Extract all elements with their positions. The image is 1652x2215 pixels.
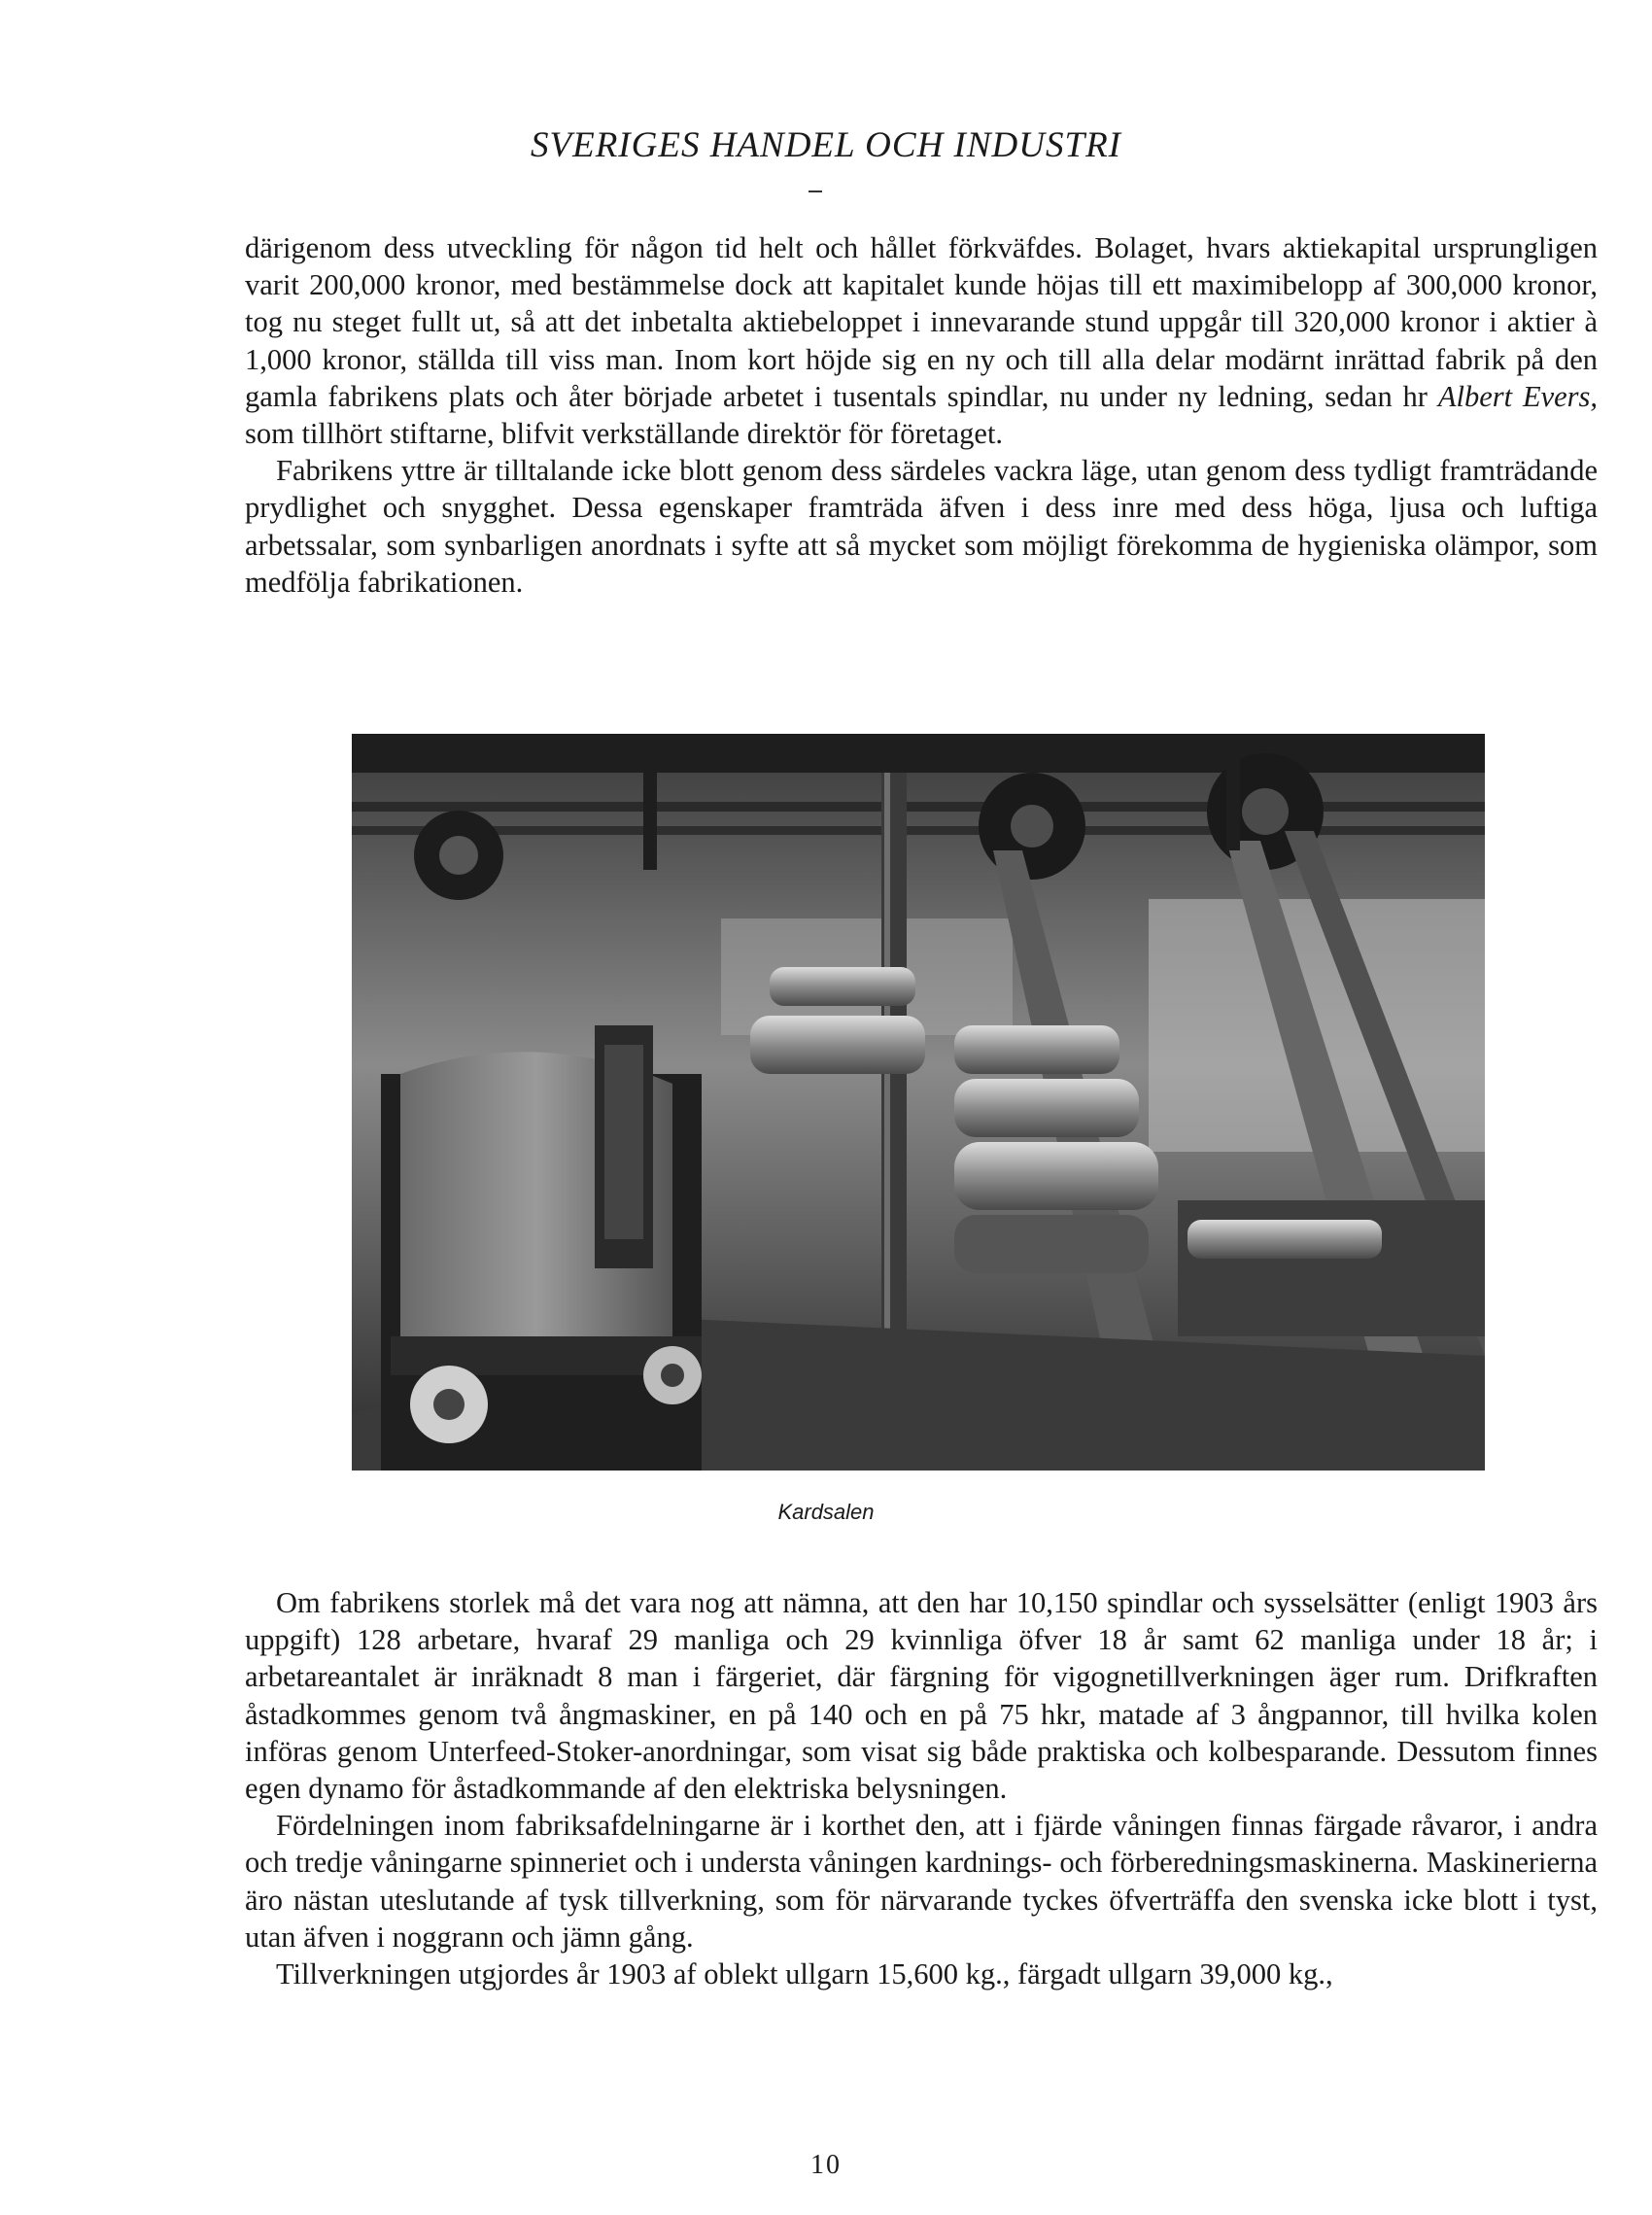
text-block-bottom (245, 1584, 1598, 1992)
paragraph (245, 229, 1598, 452)
person-name: Albert Evers, (1437, 379, 1599, 413)
paragraph: Tillverkningen utgjordes år 1903 af oblekt ullgarn 15,600 kg., färgadt ullgarn 39,000 kg., (276, 1957, 1333, 1991)
paragraph-text: som tillhört stiftarne, blifvit verkställande direktör för företaget. (245, 417, 1004, 451)
page-number: 10 (810, 2150, 842, 2180)
text-block-top (245, 229, 1598, 601)
paragraph-text: därigenom dess utveckling för någon tid helt och hållet förkväfdes. Bolaget, hvars aktiekapital ursprungligen varit 200,000 kronor, med bestämmelse dock att kapitalet kunde höjas till ett maximibelopp af 300,000 kronor, tog nu steget fullt ut, så att det inbetalta aktiebeloppet i innevarande stund uppgår till 320,000 kronor i aktier à 1,000 kronor, ställda till viss man. Inom kort höjde sig en ny och till alla delar modärnt inrättad fabrik på den gamla fabrikens plats och åter började arbetet i tusentals spindlar, nu under ny ledning, sedan hr (245, 231, 1598, 413)
header-divider (809, 190, 822, 192)
photo-caption: Kardsalen (777, 1500, 875, 1524)
factory-photo (352, 734, 1485, 1471)
paragraph: Om fabrikens storlek må det vara nog att nämna, att den har 10,150 spindlar och sysselsätter (enligt 1903 års uppgift) 128 arbetare, hvaraf 29 manliga och 29 kvinnliga öfver 18 år samt 62 manliga under 18 år; i arbetareantalet är inräknadt 8 man i färgeriet, där färgning för vigognetillverkningen äger rum. Drifkraften åstadkommes genom två ångmaskiner, en på 140 och en på 75 hkr, matade af 3 ångpannor, till hvilka kolen införas genom Unterfeed-Stoker-anordningar, som visat sig både praktiska och kolbesparande. Dessutom finnes egen dynamo för åstadkommande af den elektriska belysningen. (245, 1586, 1598, 1806)
page-header: SVERIGES HANDEL OCH INDUSTRI (531, 125, 1121, 165)
paragraph: Fördelningen inom fabriksafdelningarne är i korthet den, att i fjärde våningen finnas färgade råvaror, i andra och tredje våningarne spinneriet och i understa våningen kardnings- och förberedningsmaskinerna. Maskinerierna äro nästan uteslutande af tysk tillverkning, som för närvarande tyckes öfverträffa den svenska icke blott i tyst, utan äfven i noggrann och jämn gång. (245, 1809, 1598, 1954)
paragraph: Fabrikens yttre är tilltalande icke blott genom dess särdeles vackra läge, utan genom dess tydligt framträdande prydlighet och snygghet. Dessa egenskaper framträda äfven i dess inre med dess höga, ljusa och luftiga arbetssalar, som synbarligen anordnats i syfte att så mycket som möjligt förekomma de hygieniska olämpor, som medfölja fabrikationen. (245, 454, 1598, 599)
carding-room-illustration (352, 734, 1485, 1471)
